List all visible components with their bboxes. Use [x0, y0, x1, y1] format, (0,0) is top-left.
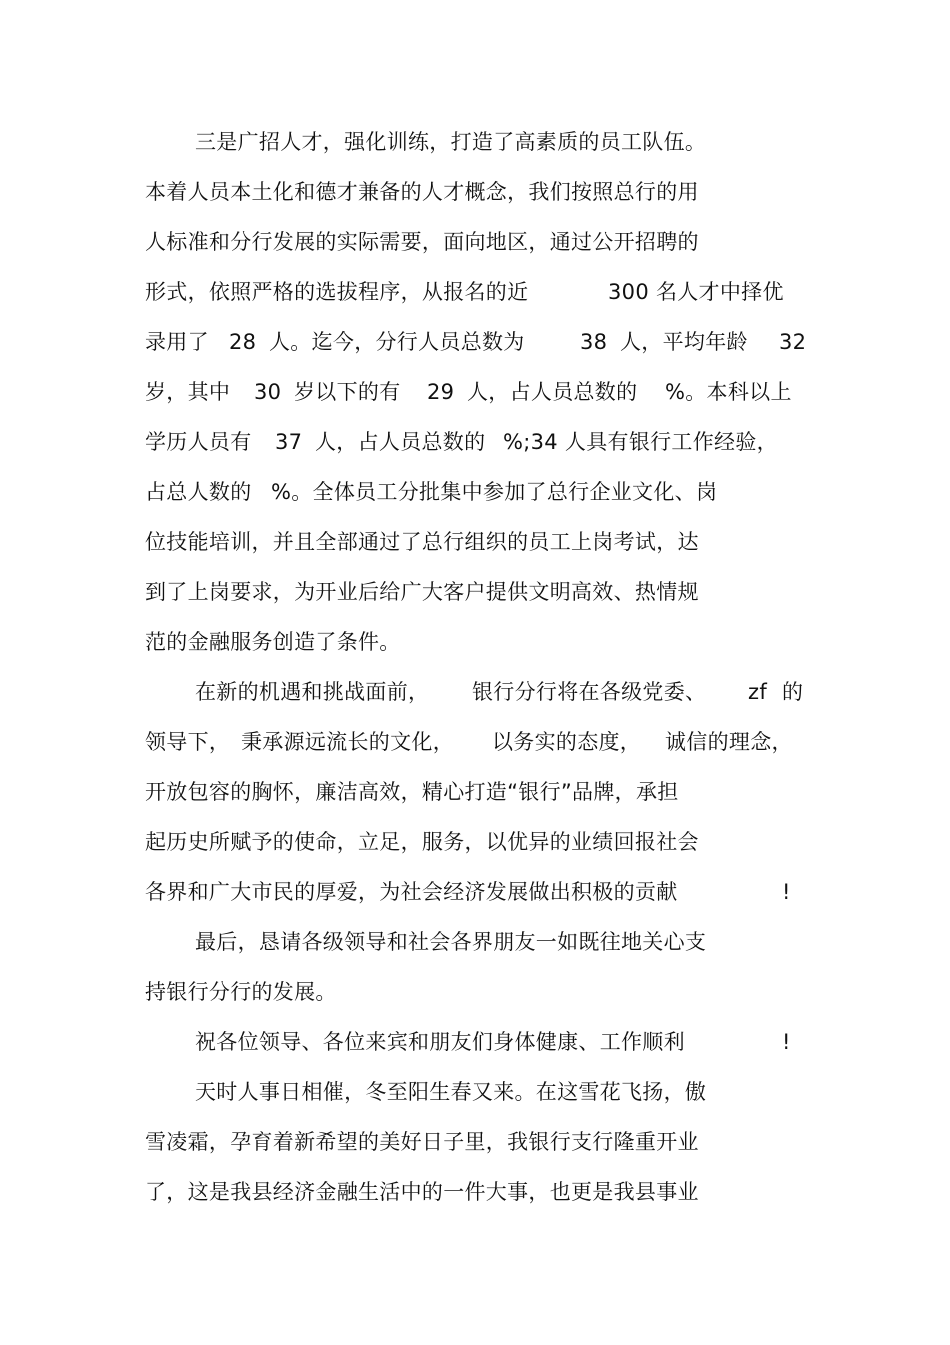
text-segment: 岁以下的有 — [294, 380, 401, 404]
text-segment: 300 名人才中择优 — [608, 280, 784, 304]
text-segment: ! — [782, 880, 791, 904]
text-segment: 人，占人员总数的 — [467, 380, 638, 404]
text-segment: %;34 人具有银行工作经验， — [503, 430, 778, 454]
text-segment: 人。迄今，分行人员总数为 — [269, 330, 525, 354]
text-segment: zf — [748, 680, 768, 704]
text-line — [145, 727, 793, 757]
text-segment: 人，平均年龄 — [620, 330, 748, 354]
text-segment: 录用了 — [145, 330, 209, 354]
text-segment: 祝各位领导、各位来宾和朋友们身体健康、工作顺利 — [195, 1030, 685, 1054]
text-line: 本着人员本土化和德才兼备的人才概念，我们按照总行的用 — [145, 180, 699, 204]
text-segment: 在新的机遇和挑战面前， — [195, 680, 430, 704]
text-segment: 各界和广大市民的厚爱，为社会经济发展做出积极的贡献 — [145, 880, 678, 904]
text-segment: 29 — [427, 380, 455, 404]
text-line — [145, 477, 718, 507]
text-segment: 学历人员有 — [145, 430, 252, 454]
text-segment: 岁，其中 — [145, 380, 231, 404]
text-line: 了，这是我县经济金融生活中的一件大事，也更是我县事业 — [145, 1180, 699, 1204]
text-segment: 人，占人员总数的 — [315, 430, 486, 454]
text-line: 最后，恳请各级领导和社会各界朋友一如既往地关心支 — [195, 930, 707, 954]
text-segment: 37 — [275, 430, 303, 454]
text-segment: %。全体员工分批集中参加了总行企业文化、岗 — [271, 480, 718, 504]
text-line: 位技能培训，并且全部通过了总行组织的员工上岗考试，达 — [145, 530, 699, 554]
text-line — [145, 677, 804, 707]
text-line — [145, 377, 792, 407]
text-line: 开放包容的胸怀，廉洁高效，精心打造“银行”品牌，承担 — [145, 780, 679, 804]
text-segment: 30 — [254, 380, 282, 404]
text-line: 三是广招人才，强化训练，打造了高素质的员工队伍。 — [195, 130, 707, 154]
text-segment: 38 — [580, 330, 608, 354]
text-line: 人标准和分行发展的实际需要，面向地区，通过公开招聘的 — [145, 230, 699, 254]
text-segment: 28 — [229, 330, 257, 354]
text-segment: 以务实的态度， — [492, 730, 642, 754]
text-line — [145, 327, 807, 357]
text-line — [145, 877, 791, 907]
text-segment: 的 — [782, 680, 804, 704]
text-line — [145, 277, 784, 307]
text-line: 雪凌霜，孕育着新希望的美好日子里，我银行支行隆重开业 — [145, 1130, 699, 1154]
text-line — [145, 427, 778, 457]
text-line: 到了上岗要求，为开业后给广大客户提供文明高效、热情规 — [145, 580, 699, 604]
text-segment: 银行分行将在各级党委、 — [472, 680, 707, 704]
text-segment: 领导下， — [145, 730, 231, 754]
text-segment: 占总人数的 — [145, 480, 252, 504]
text-segment: ! — [782, 1030, 791, 1054]
text-line: 范的金融服务创造了条件。 — [145, 630, 401, 654]
text-segment: %。本科以上 — [665, 380, 792, 404]
text-line: 起历史所赋予的使命，立足，服务，以优异的业绩回报社会 — [145, 830, 699, 854]
text-segment: 形式，依照严格的选拔程序，从报名的近 — [145, 280, 529, 304]
text-line — [145, 1027, 791, 1057]
text-line: 天时人事日相催，冬至阳生春又来。在这雪花飞扬，傲 — [195, 1080, 707, 1104]
text-segment: 秉承源远流长的文化， — [241, 730, 454, 754]
text-segment: 32 — [779, 330, 807, 354]
text-segment: 诚信的理念， — [665, 730, 793, 754]
text-line: 持银行分行的发展。 — [145, 980, 337, 1004]
